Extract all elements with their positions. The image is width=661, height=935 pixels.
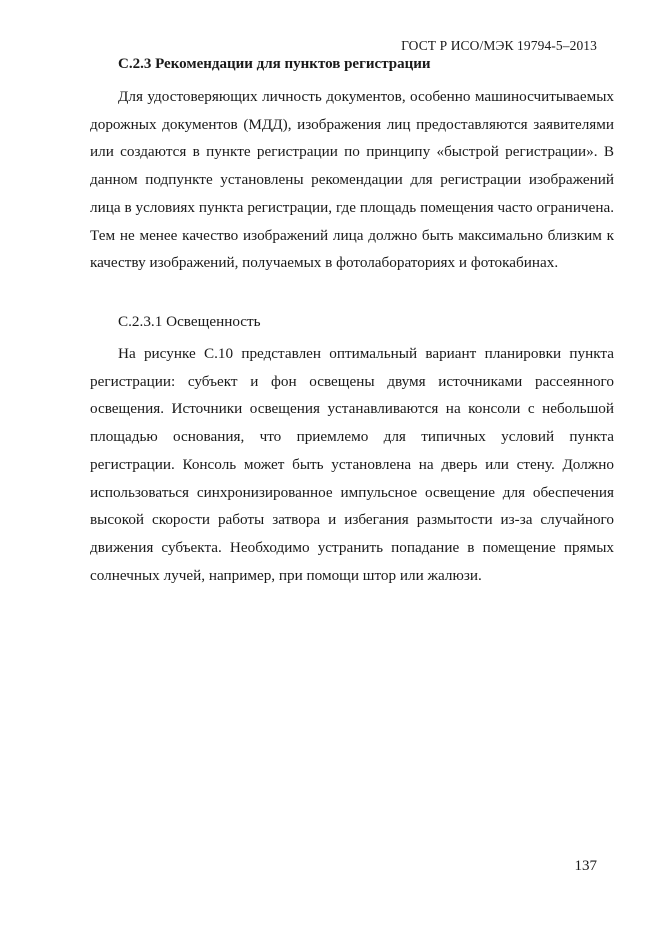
standard-code: ГОСТ Р ИСО/МЭК 19794-5–2013 [401, 38, 597, 53]
subsection-paragraph [90, 340, 614, 589]
section-paragraph [90, 83, 614, 277]
section-heading: С.2.3 Рекомендации для пунктов регистрации [118, 56, 431, 72]
subsection-paragraph-text: На рисунке С.10 представлен оптимальный вариант планировки пункта регистрации: субъект и фон освещены двумя источниками рассеянного освещения. Источники освещения устанавливаются на консоли с небольшой площадью основания, что приемлемо для типичных условий пункта регистрации. Консоль может быть установлена на дверь или стену. Должно использоваться синхронизированное импульсное освещение для обеспечения высокой скорости работы затвора и избегания размытости из-за случайного движения субъекта. Необходимо устранить попадание в помещение прямых солнечных лучей, например, при помощи штор или жалюзи. [90, 345, 614, 584]
page-number: 137 [574, 858, 597, 874]
section-paragraph-text: Для удостоверяющих личность документов, особенно машиносчитываемых дорожных документов (МДД), изображения лиц предоставляются заявителями или создаются в пункте регистрации по принципу «быстрой регистрации». В данном подпункте установлены рекомендации для регистрации изображений лица в условиях пункта регистрации, где площадь помещения часто ограничена. Тем не менее качество изображений лица должно быть максимально близким к качеству изображений, получаемых в фотолабораториях и фотокабинах. [90, 88, 614, 272]
subsection-heading: С.2.3.1 Освещенность [118, 313, 261, 330]
